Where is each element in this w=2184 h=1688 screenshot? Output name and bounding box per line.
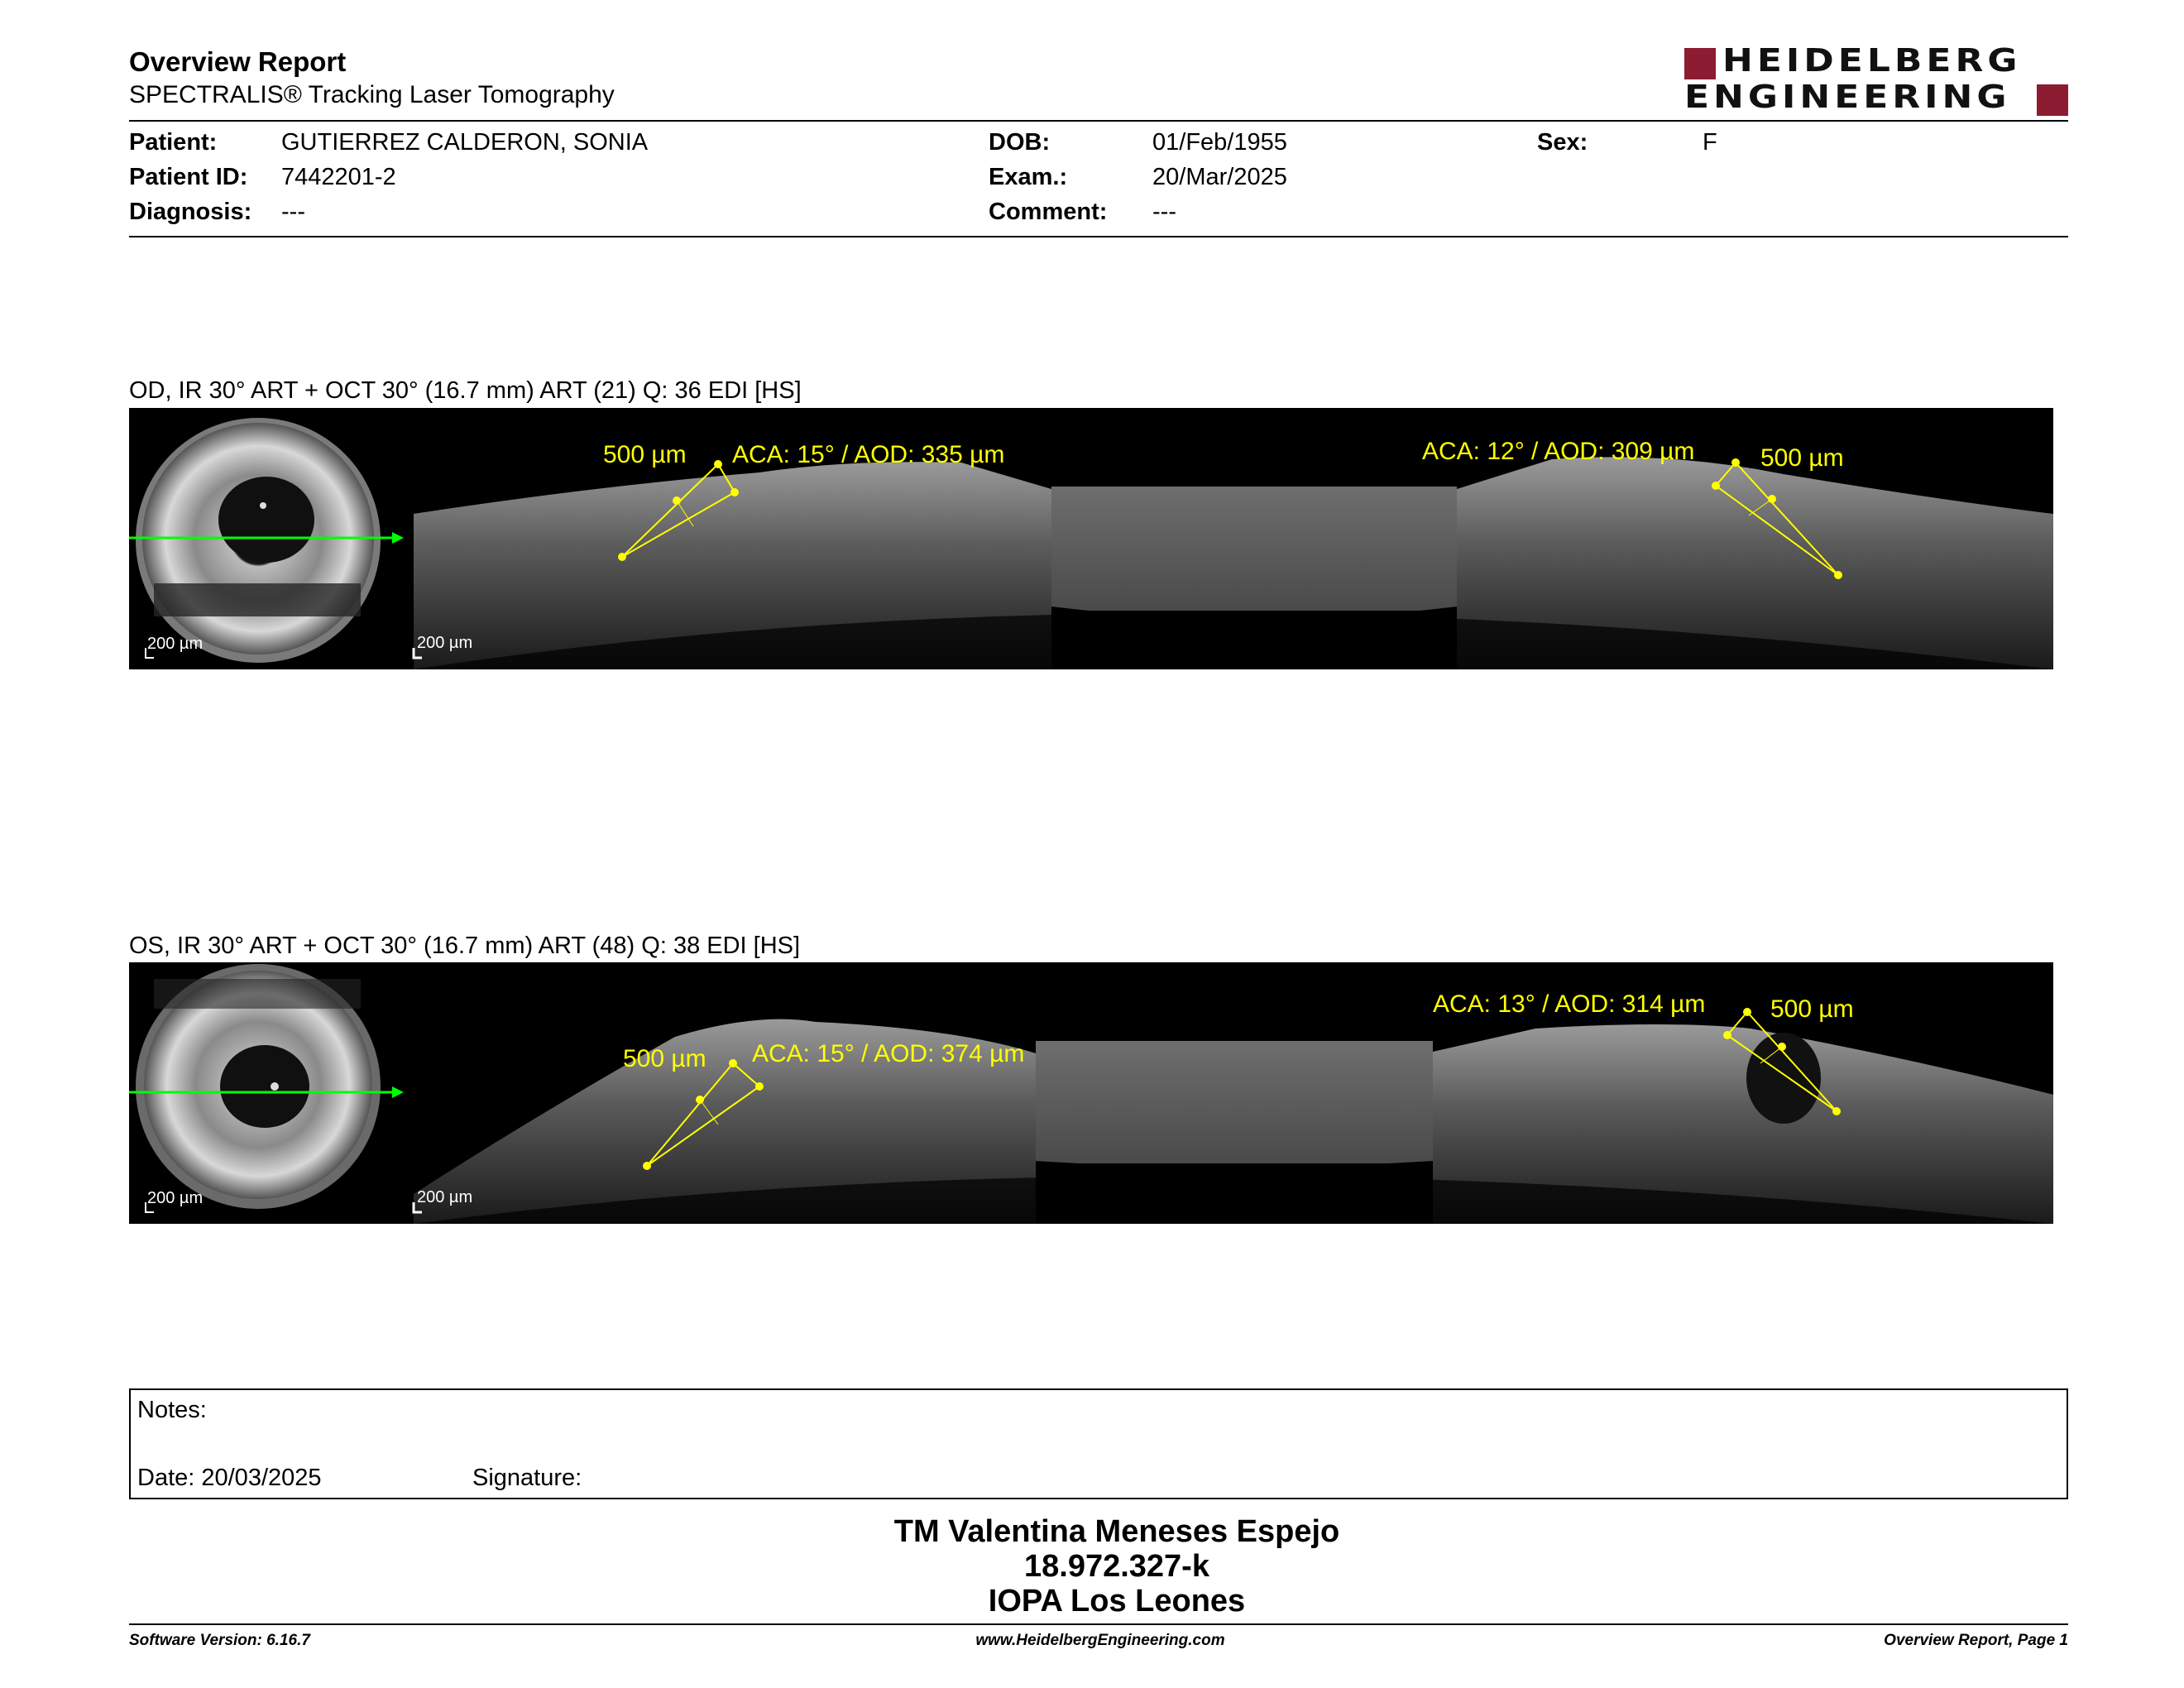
oct-bscan: [414, 457, 2053, 669]
fundus-ir-image: [136, 964, 381, 1209]
logo-line1: HEIDELBERG: [1722, 42, 2022, 79]
exam-value: 20/Mar/2025: [1152, 164, 1287, 190]
website-link[interactable]: www.HeidelbergEngineering.com: [975, 1632, 1225, 1649]
report-subtitle: SPECTRALIS® Tracking Laser Tomography: [129, 81, 615, 108]
signature-name: TM Valentina Meneses Espejo: [893, 1514, 1340, 1549]
header-rule-top: [129, 120, 2068, 122]
notes-label: Notes:: [137, 1397, 207, 1423]
sex-value: F: [1703, 129, 1717, 156]
logo-line2: ENGINEERING: [1684, 79, 2011, 116]
left-measure-label: ACA: 15° / AOD: 335 µm: [732, 441, 1005, 468]
patient-name: GUTIERREZ CALDERON, SONIA: [281, 129, 649, 156]
logo-block-left: [1684, 48, 1716, 79]
notes-date: Date: 20/03/2025: [137, 1465, 322, 1491]
scan-od-panel: [129, 408, 2053, 669]
diagnosis-value: ---: [281, 199, 305, 225]
scan-line-arrowhead: [392, 1086, 404, 1098]
signature-institution: IOPA Los Leones: [988, 1584, 1246, 1618]
scan-od-title: OD, IR 30° ART + OCT 30° (16.7 mm) ART (21) Q: 36 EDI [HS]: [129, 377, 802, 404]
notes-box: [129, 1388, 2068, 1499]
right-measure-label: ACA: 12° / AOD: 309 µm: [1422, 438, 1695, 465]
left-length-label: 500 µm: [623, 1045, 706, 1072]
fundus-scale-label: 200 µm: [147, 1189, 204, 1207]
left-length-label: 500 µm: [603, 441, 687, 468]
scan-od-image: [129, 408, 2053, 669]
heidelberg-logo: [1684, 42, 2068, 119]
exam-label: Exam.:: [989, 164, 1068, 190]
comment-label: Comment:: [989, 199, 1108, 225]
sex-label: Sex:: [1537, 129, 1588, 156]
scan-os-image: [129, 962, 2053, 1224]
left-measure-label: ACA: 15° / AOD: 374 µm: [752, 1040, 1025, 1067]
right-measure-label: ACA: 13° / AOD: 314 µm: [1433, 990, 1706, 1018]
report-title: Overview Report: [129, 46, 347, 77]
page-number: Overview Report, Page 1: [1884, 1632, 2068, 1649]
oct-scale-label: 200 µm: [417, 1188, 473, 1206]
diagnosis-label: Diagnosis:: [129, 199, 252, 225]
footer-rule: [129, 1623, 2068, 1625]
signature-id: 18.972.327-k: [1024, 1549, 1209, 1584]
header-rule-bottom: [129, 236, 2068, 237]
oct-scale-label: 200 µm: [417, 634, 473, 652]
patient-label: Patient:: [129, 129, 218, 156]
scan-os-title: OS, IR 30° ART + OCT 30° (16.7 mm) ART (48) Q: 38 EDI [HS]: [129, 933, 801, 959]
logo-block-right: [2037, 84, 2068, 116]
dob-label: DOB:: [989, 129, 1051, 156]
fundus-scale-label: 200 µm: [147, 635, 204, 653]
dob-value: 01/Feb/1955: [1152, 129, 1287, 156]
fundus-ir-image: [136, 418, 381, 663]
scan-os-panel: [129, 962, 2053, 1224]
patient-id-label: Patient ID:: [129, 164, 248, 190]
right-length-label: 500 µm: [1760, 444, 1844, 472]
signature-label: Signature:: [472, 1465, 582, 1491]
comment-value: ---: [1152, 199, 1176, 225]
patient-id: 7442201-2: [281, 164, 396, 190]
software-version: Software Version: 6.16.7: [129, 1632, 310, 1649]
right-length-label: 500 µm: [1770, 995, 1854, 1023]
scan-line-arrowhead: [392, 532, 404, 544]
